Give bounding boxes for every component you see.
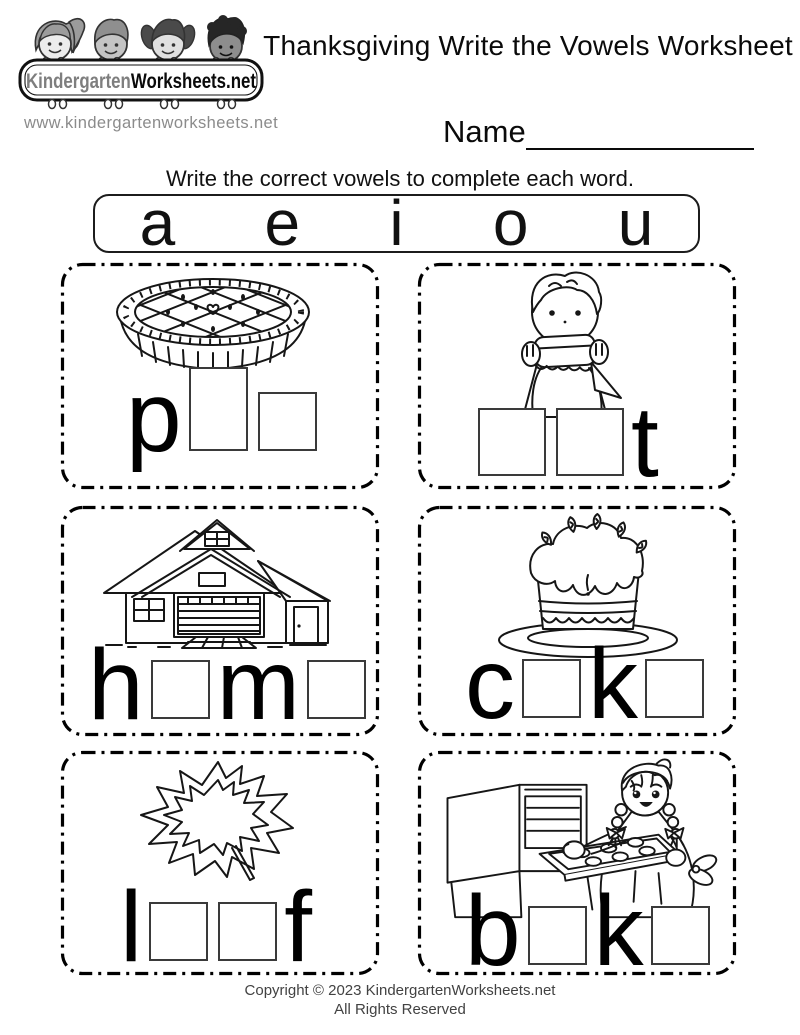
answer-box[interactable] (522, 659, 581, 718)
word-cake (463, 627, 709, 742)
answer-box[interactable] (556, 408, 624, 476)
name-field (443, 112, 754, 150)
answer-box[interactable] (151, 660, 210, 719)
logo-brand-text: KindergartenWorksheets.net (26, 70, 287, 93)
word-leaf (118, 870, 314, 985)
word-letter-p: p (126, 361, 182, 473)
copyright-text: Copyright © 2023 KindergartenWorksheets.net (244, 982, 556, 999)
word-pie (124, 360, 322, 475)
name-blank-line[interactable] (526, 112, 754, 150)
card-home (60, 505, 380, 741)
word-letter-m: m (216, 629, 300, 741)
vowel-letter-i: i (389, 186, 404, 259)
word-letter-c: c (465, 628, 515, 740)
instruction-text: Write the correct vowels to complete each word. (166, 166, 634, 191)
answer-box[interactable] (645, 659, 704, 718)
word-bake (463, 874, 715, 989)
vowel-letter-e: e (264, 186, 301, 259)
card-eat (417, 262, 737, 498)
card-cake (417, 505, 737, 740)
answer-box[interactable] (189, 367, 248, 451)
card-bake (417, 750, 737, 987)
answer-box[interactable] (258, 392, 317, 451)
word-letter-h: h (88, 629, 144, 741)
word-letter-l: l (120, 871, 143, 983)
answer-box[interactable] (651, 906, 710, 965)
kindergartenworksheets-logo (16, 10, 287, 110)
word-letter-f: f (284, 871, 313, 983)
answer-box[interactable] (478, 408, 546, 476)
rights-text: All Rights Reserved (334, 1000, 466, 1018)
word-letter-k: k (593, 875, 644, 987)
card-pie (60, 262, 380, 490)
name-label: Name (443, 114, 526, 149)
card-leaf (60, 750, 380, 983)
vowel-bank (93, 186, 700, 259)
answer-box[interactable] (307, 660, 366, 719)
answer-box[interactable] (528, 906, 587, 965)
vowel-letter-a: a (139, 186, 176, 259)
word-eat (473, 385, 661, 500)
answer-box[interactable] (149, 902, 208, 961)
word-letter-k: k (588, 628, 638, 740)
vowel-letter-o: o (492, 186, 529, 259)
vowel-letter-u: u (617, 186, 654, 259)
word-letter-b: b (465, 875, 521, 987)
page-title: Thanksgiving Write the Vowels Worksheet (263, 30, 793, 61)
footer (0, 982, 800, 1020)
word-home (86, 628, 371, 743)
word-letter-t: t (631, 386, 659, 498)
website-url: www.kindergartenworksheets.net (24, 114, 279, 132)
answer-box[interactable] (218, 902, 277, 961)
